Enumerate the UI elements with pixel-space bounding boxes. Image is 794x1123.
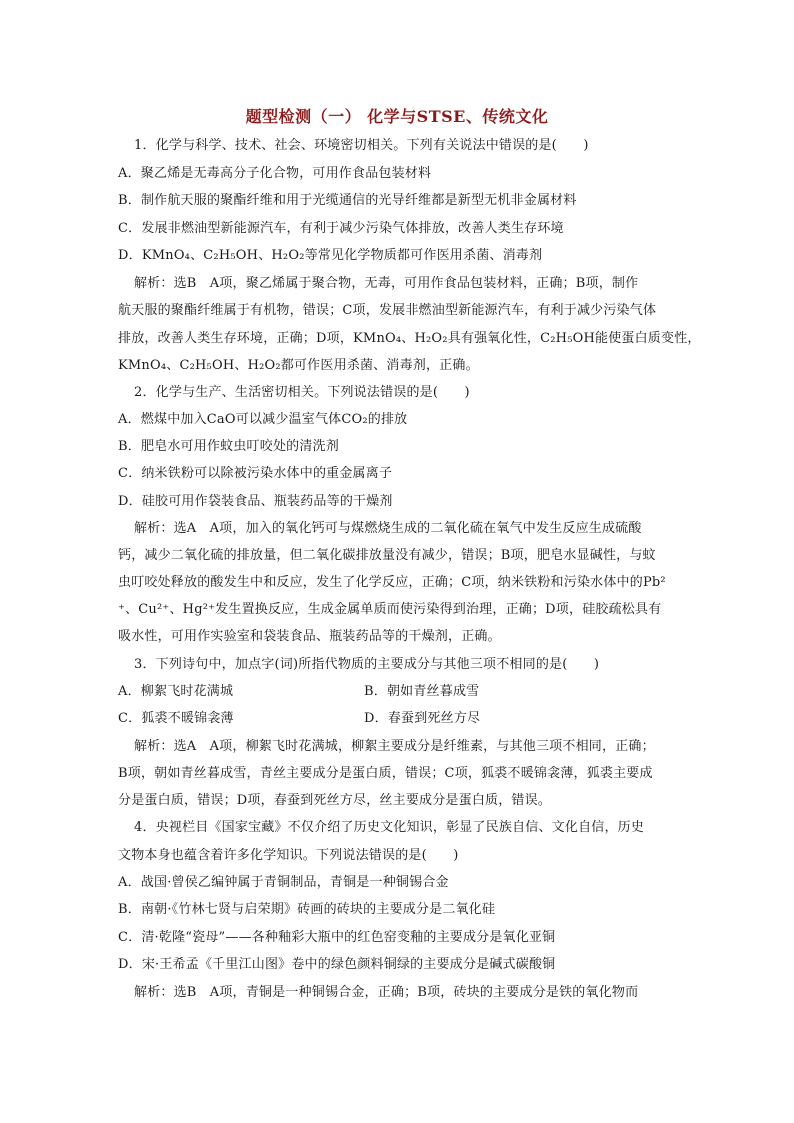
q1-analysis-line: KMnO₄、C₂H₅OH、H₂O₂都可作医用杀菌、消毒剂，正确。: [118, 358, 479, 373]
q2-option-d: D．硅胶可用作袋装食品、瓶装药品等的干燥剂: [118, 494, 393, 509]
q4-option-c: C．清·乾隆“瓷母”——各种釉彩大瓶中的红色窑变釉的主要成分是氧化亚铜: [118, 930, 556, 945]
q2-analysis-line: ⁺、Cu²⁺、Hg²⁺发生置换反应，生成金属单质而使污染得到治理，正确；D项，硅胶疏松具有: [118, 602, 662, 617]
q2-option-c: C．纳米铁粉可以除被污染水体中的重金属离子: [118, 466, 393, 481]
q1-option-b: B．制作航天服的聚酯纤维和用于光缆通信的光导纤维都是新型无机非金属材料: [118, 193, 577, 208]
q3-option-c: C．狐裘不暖锦衾薄: [118, 711, 234, 726]
q3-option-a: A．柳絮飞时花满城: [118, 684, 234, 699]
q2-option-b: B．肥皂水可用作蚊虫叮咬处的清洗剂: [118, 439, 339, 454]
q1-option-d: D．KMnO₄、C₂H₅OH、H₂O₂等常见化学物质都可作医用杀菌、消毒剂: [118, 248, 543, 263]
q2-analysis-line: 虫叮咬处释放的酸发生中和反应，发生了化学反应，正确；C项，纳米铁粉和污染水体中的Pb²: [118, 575, 666, 590]
q4-stem-line: 4．央视栏目《国家宝藏》不仅介绍了历史文化知识，彰显了民族自信、文化自信，历史: [134, 820, 645, 835]
q3-analysis-line: B项，朝如青丝暮成雪，青丝主要成分是蛋白质，错误；C项，狐裘不暖锦衾薄，狐裘主要成: [118, 766, 653, 781]
q1-option-c: C．发展非燃油型新能源汽车，有利于减少污染气体排放，改善人类生存环境: [118, 221, 564, 236]
q2-stem: 2．化学与生产、生活密切相关。下列说法错误的是( ): [134, 385, 470, 400]
q4-analysis-line: 解析：选B A项，青铜是一种铜锡合金，正确；B项，砖块的主要成分是铁的氧化物而: [134, 985, 639, 1000]
q2-analysis-line: 解析：选A A项，加入的氧化钙可与煤燃烧生成的二氧化硫在氧气中发生反应生成硫酸: [134, 521, 642, 536]
q1-stem: 1．化学与科学、技术、社会、环境密切相关。下列有关说法中错误的是( ): [134, 138, 589, 153]
q3-analysis-line: 分是蛋白质，错误；D项，春蚕到死丝方尽，丝主要成分是蛋白质，错误。: [118, 793, 552, 808]
q3-option-b: B．朝如青丝暮成雪: [364, 684, 480, 699]
q3-stem: 3．下列诗句中，加点字(词)所指代物质的主要成分与其他三项不相同的是( ): [134, 657, 600, 672]
q4-option-b: B．南朝·《竹林七贤与启荣期》砖画的砖块的主要成分是二氧化硅: [118, 902, 496, 917]
q1-analysis-line: 航天服的聚酯纤维属于有机物，错误；C项，发展非燃油型新能源汽车，有利于减少污染气体: [118, 303, 657, 318]
q2-option-a: A．燃煤中加入CaO可以减少温室气体CO₂的排放: [118, 412, 408, 427]
q3-option-d: D．春蚕到死丝方尽: [364, 711, 481, 726]
q4-option-d: D．宋·王希孟《千里江山图》卷中的绿色颜料铜绿的主要成分是碱式碳酸铜: [118, 957, 556, 972]
q4-option-a: A．战国·曾侯乙编钟属于青铜制品，青铜是一种铜锡合金: [118, 875, 449, 890]
q2-analysis-line: 吸水性，可用作实验室和袋装食品、瓶装药品等的干燥剂，正确。: [118, 629, 501, 644]
q1-analysis-line: 解析：选B A项，聚乙烯属于聚合物，无毒，可用作食品包装材料，正确；B项，制作: [134, 276, 639, 291]
page-title: 题型检测（一） 化学与STSE、传统文化: [245, 107, 549, 126]
q1-option-a: A．聚乙烯是无毒高分子化合物，可用作食品包装材料: [118, 166, 432, 181]
q4-stem-line: 文物本身也蕴含着许多化学知识。下列说法错误的是( ): [118, 848, 459, 863]
q1-analysis-line: 排放，改善人类生存环境，正确；D项，KMnO₄、H₂O₂具有强氧化性，C₂H₅OH能使蛋白质变性，: [118, 331, 701, 346]
q3-analysis-line: 解析：选A A项，柳絮飞时花满城，柳絮主要成分是纤维素，与其他三项不相同，正确；: [134, 739, 655, 754]
q2-analysis-line: 钙，减少二氧化硫的排放量，但二氧化碳排放量没有减少，错误；B项，肥皂水显碱性，与蚊: [118, 548, 656, 563]
